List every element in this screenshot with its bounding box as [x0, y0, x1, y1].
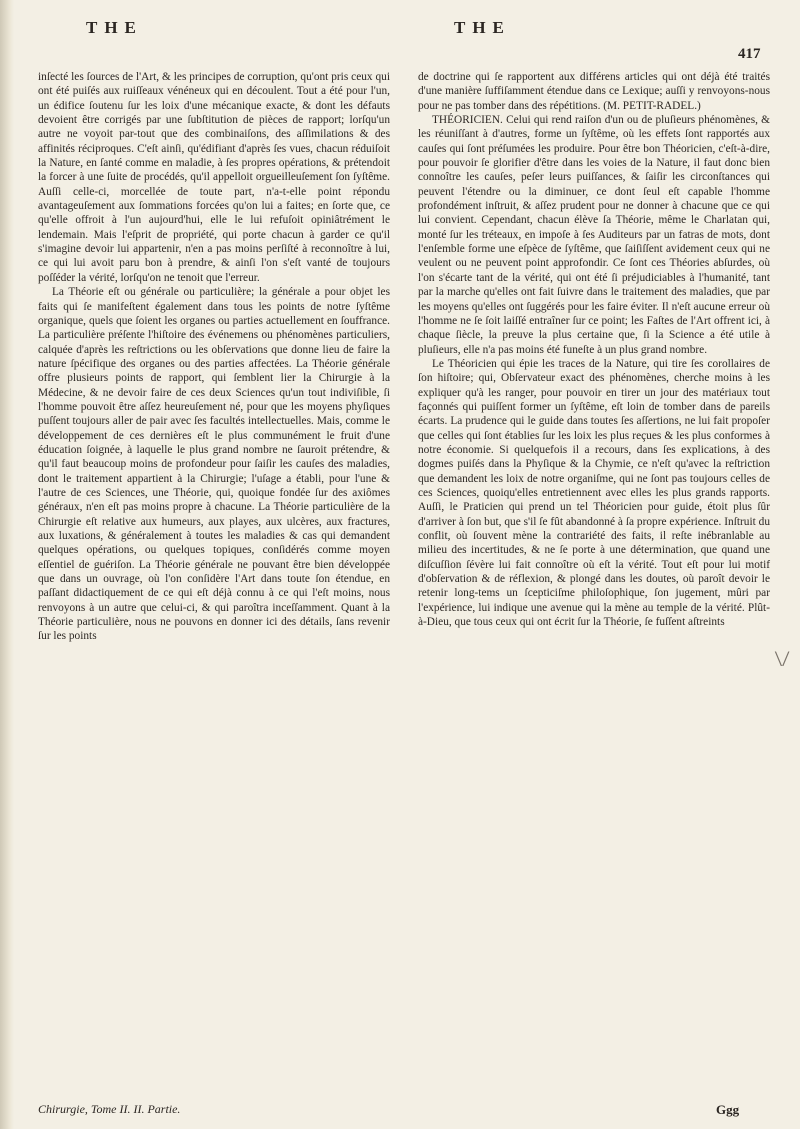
paragraph: inſecté les ſources de l'Art, & les principes de corruption, qu'ont pris ceux qui ont été puiſés aux ruiſſeaux vénéneux qui en découlent. Tout a été pour l'un, un édifice ſoutenu ſur les loix d'une mécanique exacte, & dont les défauts devoient être corrigés par une ſubſtitution de pièces de rapport; lorſqu'un autre ne voyoit par-tout que des combinaiſons, des aſſimilations & des affinités réciproques. C'eſt ainſi, qu'édifiant d'après ſes vues, chacun réduiſoit la Nature, en ſanté comme en maladie, à ſes propres opérations, & prétendoit la forcer à une ſuite de procédés, qu'il appelloit orgueilleuſement ſon ſyſtême. Auſſi celle-ci, morcellée de toute part, n'a-t-elle point répondu avantageuſement aux ſommations forcées qu'on lui a faites; en ſorte que, ce qu'elle offroit à l'un aujourd'hui, elle le lui refuſoit opiniâtrément le lendemain. Mais l'eſprit de propriété, qui porte chacun à garder ce qu'il s'imagine devoir lui appartenir, n'en a pas moins perſiſté à reconnoître à lui, ce qui lui avoit paru bon à prendre, & ainſi l'on s'eſt vanté de toujours poſſéder la vérité, lorſqu'on ne tenoit que l'erreur.: [38, 71, 390, 284]
paragraph: La Théorie eſt ou générale ou particulière; la générale a pour objet les faits qui ſe manifeſtent également dans tous les points de notre ſyſtême organique, quels que ſoient les organes ou parties actuellement en ſouffrance. La particulière préſente l'hiſtoire des événemens ou phénomènes particuliers, calquée d'après les reſtrictions ou les obſervations que donne lieu de faire la nature ſpécifique des organes ou des parties affectées. La Théorie générale offre plusieurs points de rapport, qui ſemblent lier la Chirurgie à la Médecine, & ne devoir faire de ces deux Sciences qu'un tout indiviſible, ſi l'homme pouvoit être aſſez heureuſement né, pour que les moyens phyſiques puſſent toujours aller de pair avec ſes facultés intellectuelles. Mais, comme le développement de ces dernières eſt le plus communément le fruit d'une éducation ſoignée, à laquelle le plus grand nombre ne ſauroit prétendre, & qu'il faut beaucoup moins de profondeur pour ſaiſir les cauſes des maladies, dont le traitement appartient à la Chirurgie; l'uſage a établi, pour l'une & l'autre de ces Sciences, une Théorie, qui, quoique fondée ſur des axiômes généraux, n'en eſt pas moins propre à chacune. La Théorie particulière de la Chirurgie eſt relative aux humeurs, aux playes, aux ulcères, aux fractures, aux luxations, & généralement à toutes les maladies & cas qui demandent quelques opérations, ou quelques topiques, conſidérés comme moyen eſſentiel de guériſon. La Théorie générale ne pouvant être bien développée que dans un ouvrage, où l'on conſidère l'Art dans toute ſon étendue, en paſſant didactiquement de ce qui eſt déjà connu à ce qui l'eſt moins, nous renvoyons à un autre que celui-ci, & qui paroîtra inceſſamment. Quant à la Théorie particulière, nous ne pouvons en donner ici des détails, ſans revenir ſur les points: [38, 286, 390, 643]
paragraph: de doctrine qui ſe rapportent aux différens articles qui ont déjà été traités d'une manière ſuffiſamment étendue dans ce Lexique; auſſi y renvoyons-nous pour ne pas tomber dans des répétitions. (M. PETIT-RADEL.): [418, 71, 770, 112]
right-column: [418, 70, 770, 629]
binding-gutter: [0, 0, 14, 1129]
signature-mark: Ggg: [716, 1102, 740, 1117]
running-head-left: THE: [86, 18, 143, 37]
running-head-right: THE: [454, 18, 511, 37]
footer-volume: Chirurgie, Tome II. II. Partie.: [38, 1102, 181, 1116]
margin-mark: \/: [774, 646, 790, 671]
paragraph: THÉORICIEN. Celui qui rend raiſon d'un ou de pluſieurs phénomènes, & les réuniſſant à d'autres, forme un ſyſtême, où les effets ſont rapportés aux cauſes qui ſont préſumées les produire. Pour être bon Théoricien, c'eſt-à-dire, pour pouvoir ſe glorifier d'être dans les voies de la Nature, il faut donc bien connoître les cauſes, peſer leurs puiſſances, & ſaiſir les circonſtances qui peuvent l'étendre ou la diminuer, ce dont ſeul eſt capable l'homme profondément inſtruit, & aſſez prudent pour ne donner à chacune que ce qui lui convient. Cependant, chacun élève ſa Théorie, même le Charlatan qui, monté ſur les tréteaux, en impoſe à ſes Auditeurs par un fatras de mots, dont l'enſemble forme une eſpèce de ſyſtême, que ſaiſiſſent avidement ceux qui ne veulent ou ne peuvent point approfondir. Ce ſont ces Théories abſurdes, où l'on s'écarte tant de la vérité, qui ont été ſi préjudiciables à l'humanité, tant par la marche qu'elles ont fait ſuivre dans le traitement des maladies, que par les moyens qu'elles ont ſuggérés pour les faire éviter. Il n'eſt aucune erreur où l'homme ne ſe ſoit laiſſé entraîner ſur ce point; les Faſtes de l'Art offrent ici, à chaque ſiècle, la preuve la plus certaine que, ſi la Science a été utile à pluſieurs, elle n'a pas moins été funeſte à un plus grand nombre.: [418, 114, 770, 356]
paragraph: Le Théoricien qui épie les traces de la Nature, qui tire ſes corollaires de ſon hiſtoire; qui, Obſervateur exact des phénomènes, cherche moins à les expliquer qu'à les ranger, pour pouvoir en tirer un jour des matériaux tout façonnés qui puiſſent former un ſyſtême, eſt loin de tomber dans de pareils écarts. La prudence qui le guide dans toutes ſes aſſertions, ne lui fait propoſer que celles qui ſont établies ſur les loix les plus reçues & les plus conformes à notre économie. Si quelquefois il a recours, dans ſes explications, à des dogmes puiſés dans la Phyſique & la Chymie, ce n'eſt qu'avec la reſtriction que demandent les loix de notre organiſme, qui ne ſont pas toujours celles de ces Sciences, quoiqu'elles entretiennent avec elles les plus grands rapports. Auſſi, le Praticien qui prend un tel Théoricien pour guide, étoit plus ſûr d'arriver à ſon but, que s'il ſe fût abandonné à ſa propre expérience. Inſtruit du conflit, où ſouvent mène la contrariété des faits, il reſte inébranlable au milieu des incertitudes, & ne ſe porte à une détermination, que quand une diſcuſſion ſévère lui fait connoître où eſt la vérité. Tout eſt pour lui motif d'obſervation & de réflexion, & plongé dans les doutes, où paroît devoir le retenir long-tems un ſcepticiſme philoſophique, ſon jugement, mûri par l'expérience, lui indique une avenue qui la mène au temple de la vérité. Plût-à-Dieu, que tous ceux qui ont écrit ſur la Théorie, ſe fuſſent aſtreints: [418, 357, 770, 629]
left-column: [38, 70, 390, 644]
page-number: 417: [738, 46, 761, 62]
